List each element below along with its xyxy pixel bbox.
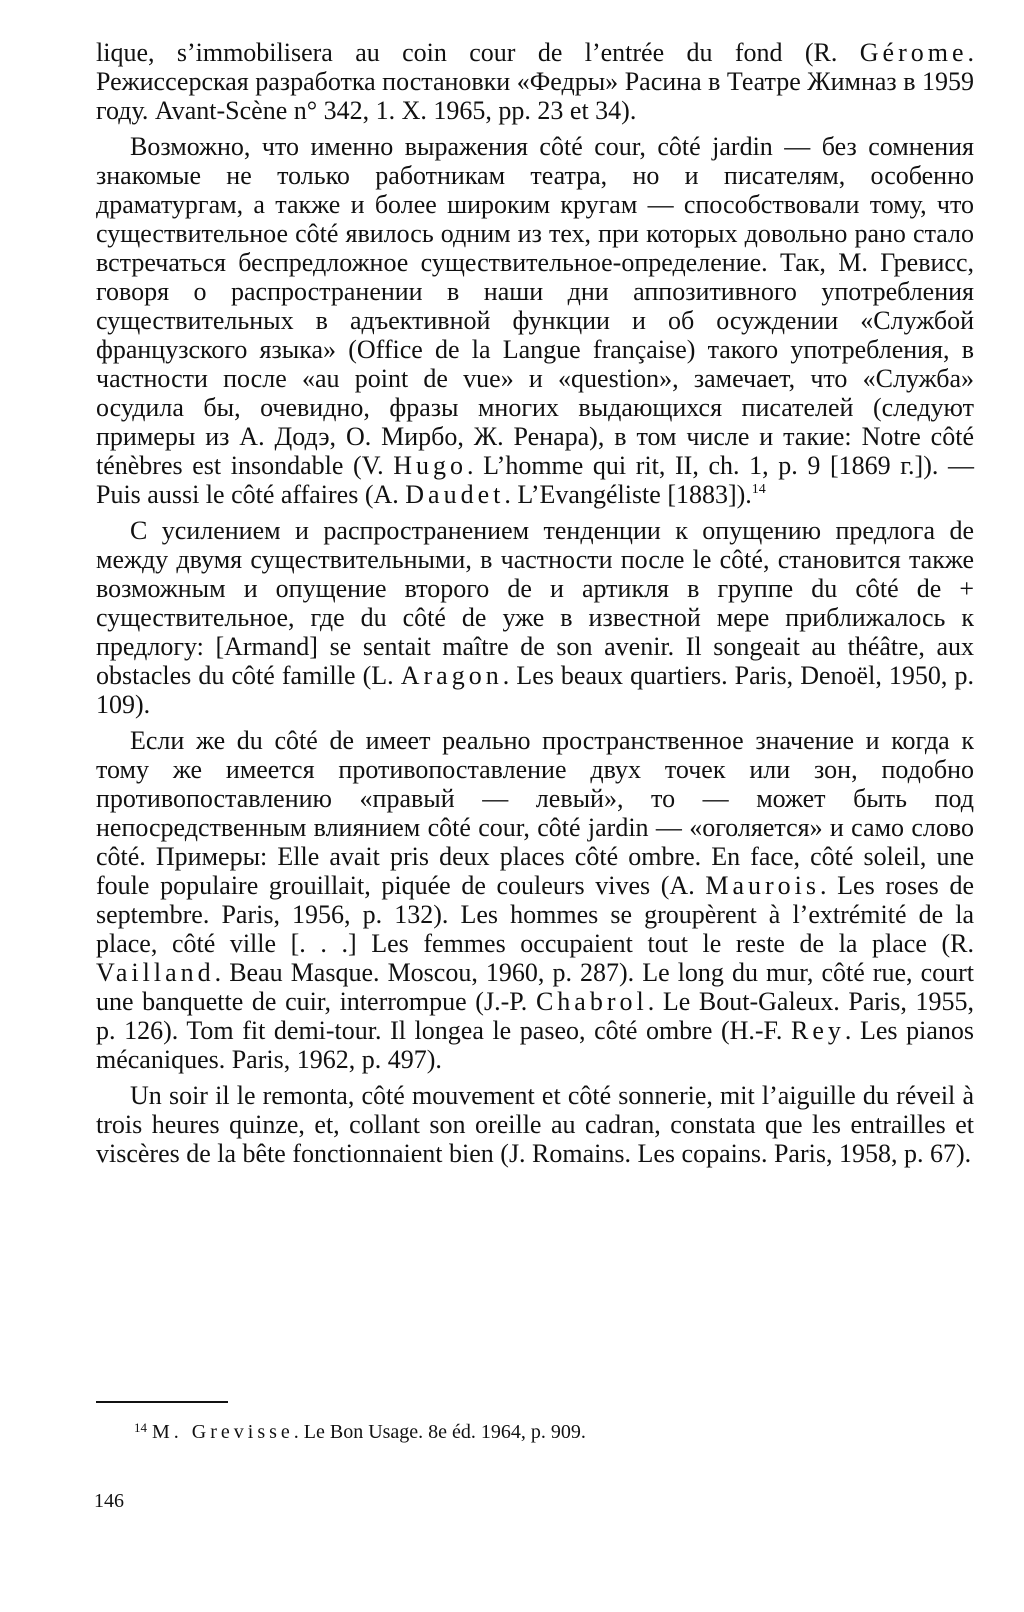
text-segment: . Les pianos mécaniques. Paris, 1962, p. 497). [96, 1016, 974, 1074]
text-segment: . Le Bout-Galeux. Paris, 1955, p. 126). Tom fit demi-tour. Il longea le paseo, côté ombre (H.-F. [96, 987, 975, 1045]
spaced-author-name: Vailland [96, 958, 215, 987]
spaced-author-name: Daudet [405, 480, 505, 509]
footnote-number: 14 [134, 1420, 147, 1435]
text-segment: . Les roses de septembre. Paris, 1956, p. 132). Les hommes se groupèrent à l’extrémité de la place, côté ville [. . .] Les femmes occupaient tout le reste de la place (R. [96, 871, 974, 958]
paragraph-3 [96, 516, 974, 719]
footnote-ref: 14 [751, 482, 766, 497]
text-segment: С усилением и распространением тенденции к опущению предлога de между двумя существительными, в частности после le côté, становится также возможным и опущение второго de и артикля в группе du côté de + существительное, где du côté de уже в известной мере приближалось к предлогу: [Armand] se sentait maître de son avenir. Il songeait au théâtre, aux obstacles du côté famille (L. [96, 516, 974, 690]
spaced-author-name: Maurois [705, 871, 821, 900]
main-text [96, 38, 974, 1175]
text-segment: Un soir il le remonta, côté mouvement et côté sonnerie, mit l’aiguille du réveil à trois heures quinze, et, collant son oreille au cadran, constata que les entrailles et viscères de la bête fonctionnaient bien (J. Romains. Les copains. Paris, 1958, p. 67). [96, 1081, 974, 1168]
text-segment: lique, s’immobilisera au coin cour de l’entrée du fond (R. [96, 38, 860, 67]
text-segment: . Les beaux quartiers. Paris, Denoël, 1950, p. 109). [96, 661, 975, 719]
page-number: 146 [94, 1490, 124, 1512]
text-segment: Если же du côté de имеет реально пространственное значение и когда к тому же имеется противопоставление двух точек или зон, подобно противопоставлению «правый — левый», то — может быть под непосредственным влиянием côté cour, côté jardin — «оголяется» и само слово côté. Примеры: Elle avait pris deux places côté ombre. En face, côté soleil, une foule populaire grouillait, piquée de couleurs vives (A. [96, 726, 974, 900]
text-segment: . Режиссерская разработка постановки «Федры» Расина в Театре Жимназ в 1959 году. Avant-Scène n° 342, 1. X. 1965, pp. 23 et 34). [96, 38, 974, 125]
footnote-text: . Le Bon Usage. 8e éd. 1964, p. 909. [293, 1421, 586, 1443]
footnote [134, 1420, 974, 1444]
paragraph-1 [96, 38, 974, 125]
footnote-author: M. Grevisse [152, 1421, 294, 1443]
paragraph-2 [96, 132, 974, 509]
spaced-author-name: Aragon [400, 661, 503, 690]
spaced-author-name: Gérome [859, 38, 968, 67]
paragraph-5 [96, 1081, 974, 1168]
text-segment: . L’Evangéliste [1883]). [504, 480, 752, 509]
spaced-author-name: Rey [791, 1016, 845, 1045]
footnote-divider [96, 1401, 228, 1403]
text-segment: . L’homme qui rit, II, ch. 1, p. 9 [1869 г.]). — Puis aussi le côté affaires (A. [96, 451, 974, 509]
text-segment: Возможно, что именно выражения côté cour, côté jardin — без сомнения знакомые не только работникам театра, но и писателям, особенно драматургам, а также и более широким кругам — способствовали тому, что существительное côté явилось одним из тех, при которых довольно рано стало встречаться беспредложное существительное-определение. Так, М. Гревисс, говоря о распространении в наши дни аппозитивного употребления существительных в адъективной функции и об осуждении «Службой французского языка» (Office de la Langue française) такого употребления, в частности после «au point de vue» и «question», замечает, что «Служба» осудила бы, очевидно, фразы многих выдающихся писателей (следуют примеры из А. Додэ, О. Мирбо, Ж. Ренара), в том числе и такие: Notre côté ténèbres est insondable (V. [96, 132, 974, 480]
spaced-author-name: Hugo [393, 451, 468, 480]
spaced-author-name: Chabrol [535, 987, 648, 1016]
text-segment: . Beau Masque. Moscou, 1960, p. 287). Le long du mur, côté rue, court une banquette de cuir, interrompue (J.-P. [96, 958, 974, 1016]
paragraph-4 [96, 726, 974, 1074]
